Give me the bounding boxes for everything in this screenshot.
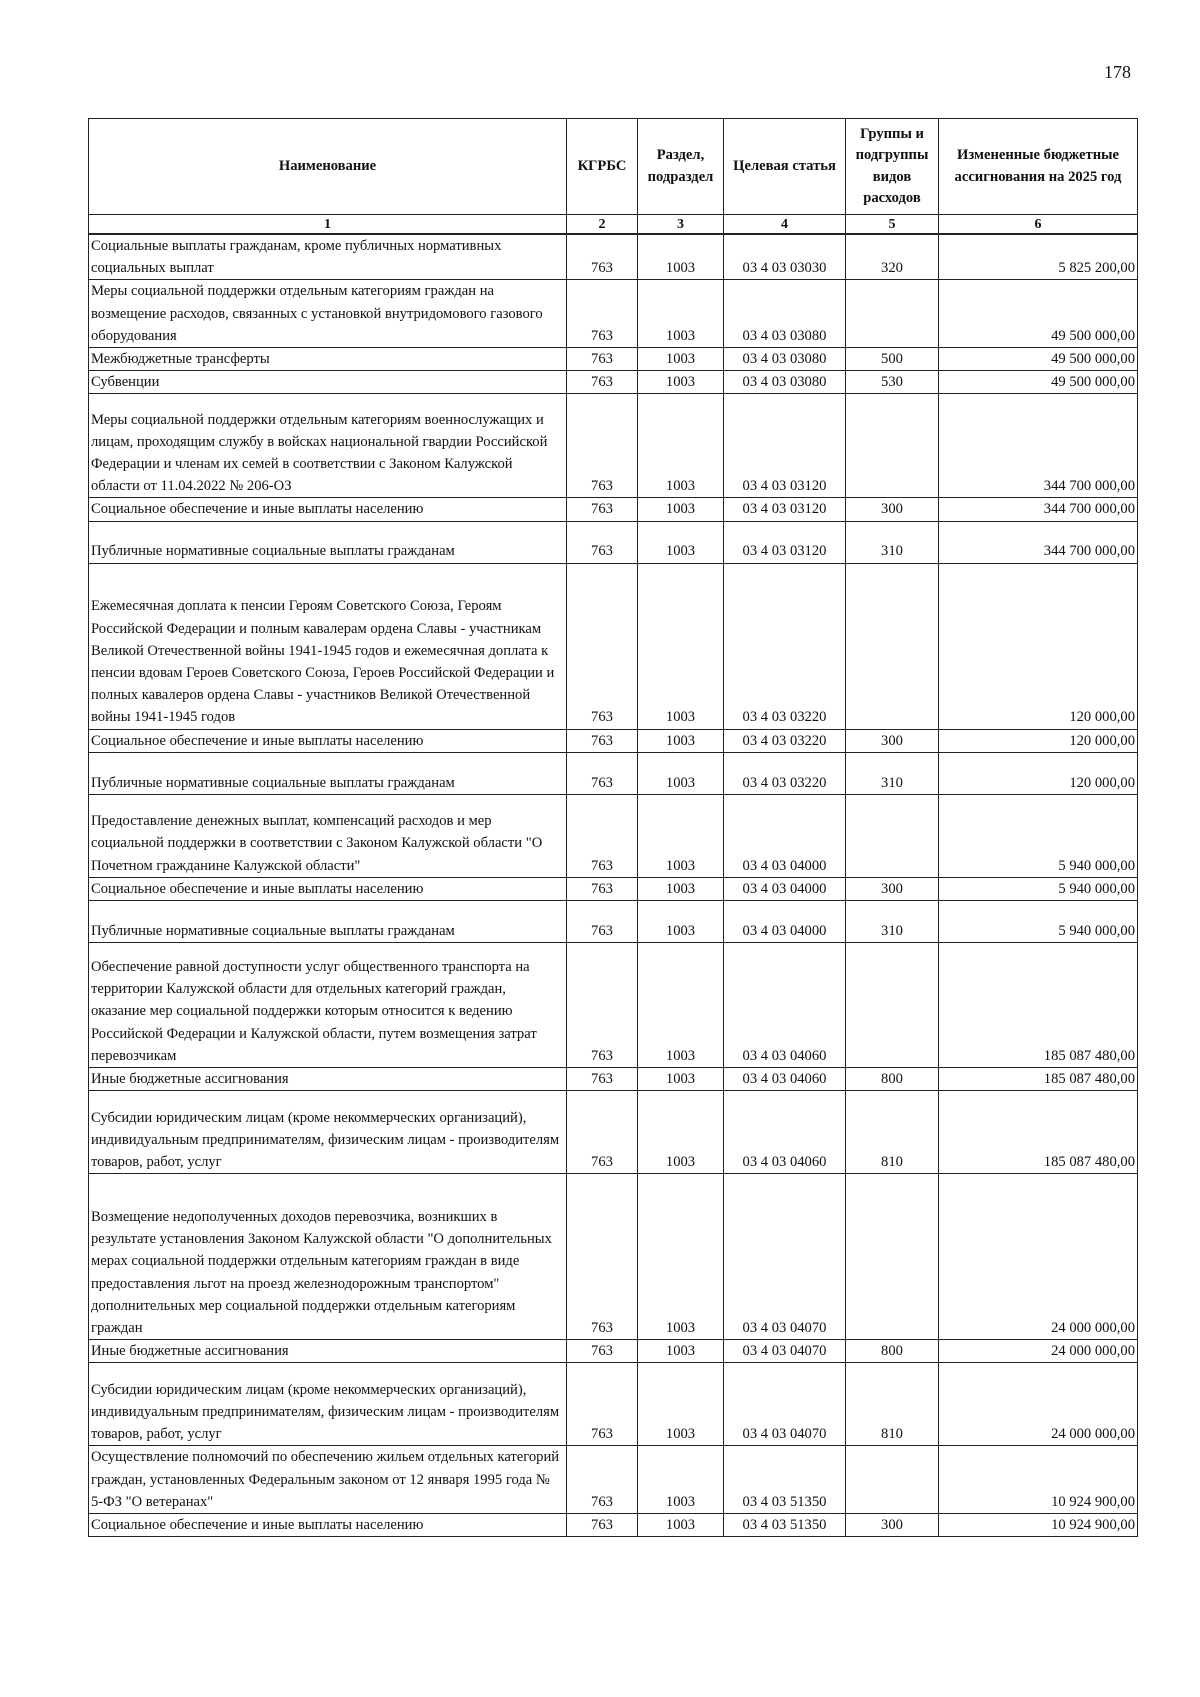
row-name: Публичные нормативные социальные выплаты гражданам: [89, 901, 567, 943]
row-kgrbs: 763: [567, 901, 638, 943]
row-summa: 120 000,00: [939, 729, 1138, 752]
row-celevaya: 03 4 03 03220: [724, 563, 846, 729]
row-razdel: 1003: [638, 1514, 724, 1537]
row-name: Социальное обеспечение и иные выплаты населению: [89, 729, 567, 752]
row-razdel: 1003: [638, 1340, 724, 1363]
row-celevaya: 03 4 03 04070: [724, 1174, 846, 1340]
row-gruppa: [846, 943, 939, 1068]
row-summa: 49 500 000,00: [939, 280, 1138, 348]
row-gruppa: [846, 563, 939, 729]
page-number: 178: [1104, 62, 1131, 82]
table-row: [89, 1091, 1138, 1174]
row-razdel: 1003: [638, 1446, 724, 1514]
row-name: Социальные выплаты гражданам, кроме публичных нормативных социальных выплат: [89, 234, 567, 280]
table-row: [89, 1363, 1138, 1446]
row-celevaya: 03 4 03 04060: [724, 1068, 846, 1091]
column-number: 2: [567, 215, 638, 235]
row-razdel: 1003: [638, 1091, 724, 1174]
row-kgrbs: 763: [567, 521, 638, 563]
row-gruppa: 530: [846, 371, 939, 394]
row-razdel: 1003: [638, 563, 724, 729]
row-name: Субвенции: [89, 371, 567, 394]
row-name: Публичные нормативные социальные выплаты гражданам: [89, 752, 567, 794]
row-kgrbs: 763: [567, 348, 638, 371]
table-row: [89, 1174, 1138, 1340]
row-kgrbs: 763: [567, 729, 638, 752]
row-name: Обеспечение равной доступности услуг общественного транспорта на территории Калужской области для отдельных категорий граждан, оказание мер социальной поддержки которым относится к ведению Российской Федерации и Калужской области, путем возмещения затрат перевозчикам: [89, 943, 567, 1068]
row-gruppa: 810: [846, 1091, 939, 1174]
row-gruppa: 810: [846, 1363, 939, 1446]
row-gruppa: [846, 1446, 939, 1514]
row-razdel: 1003: [638, 371, 724, 394]
row-summa: 120 000,00: [939, 563, 1138, 729]
row-kgrbs: 763: [567, 563, 638, 729]
table-body: [89, 234, 1138, 1537]
row-razdel: 1003: [638, 521, 724, 563]
table-row: [89, 943, 1138, 1068]
row-celevaya: 03 4 03 04070: [724, 1363, 846, 1446]
table-row: [89, 1340, 1138, 1363]
row-celevaya: 03 4 03 04060: [724, 943, 846, 1068]
row-gruppa: [846, 794, 939, 877]
row-name: Социальное обеспечение и иные выплаты населению: [89, 1514, 567, 1537]
table-header-row: [89, 119, 1138, 215]
row-kgrbs: 763: [567, 1446, 638, 1514]
row-summa: 5 940 000,00: [939, 877, 1138, 900]
header-name: Наименование: [89, 119, 567, 215]
column-number: 1: [89, 215, 567, 235]
table-row: [89, 234, 1138, 280]
column-number: 3: [638, 215, 724, 235]
row-summa: 24 000 000,00: [939, 1340, 1138, 1363]
row-gruppa: 310: [846, 521, 939, 563]
row-kgrbs: 763: [567, 877, 638, 900]
row-razdel: 1003: [638, 394, 724, 498]
row-summa: 185 087 480,00: [939, 1068, 1138, 1091]
row-summa: 344 700 000,00: [939, 521, 1138, 563]
row-kgrbs: 763: [567, 794, 638, 877]
table-row: [89, 1514, 1138, 1537]
row-summa: 185 087 480,00: [939, 943, 1138, 1068]
row-razdel: 1003: [638, 901, 724, 943]
row-kgrbs: 763: [567, 1514, 638, 1537]
row-razdel: 1003: [638, 1363, 724, 1446]
table-row: [89, 877, 1138, 900]
table-row: [89, 563, 1138, 729]
row-summa: 5 940 000,00: [939, 901, 1138, 943]
row-name: Предоставление денежных выплат, компенсаций расходов и мер социальной поддержки в соответствии с Законом Калужской области "О Почетном гражданине Калужской области": [89, 794, 567, 877]
row-razdel: 1003: [638, 1068, 724, 1091]
row-kgrbs: 763: [567, 1068, 638, 1091]
row-celevaya: 03 4 03 03220: [724, 729, 846, 752]
row-kgrbs: 763: [567, 371, 638, 394]
table-row: [89, 498, 1138, 521]
row-gruppa: 320: [846, 234, 939, 280]
row-summa: 49 500 000,00: [939, 348, 1138, 371]
row-celevaya: 03 4 03 03080: [724, 348, 846, 371]
row-summa: 344 700 000,00: [939, 394, 1138, 498]
row-celevaya: 03 4 03 04000: [724, 877, 846, 900]
row-razdel: 1003: [638, 794, 724, 877]
row-summa: 10 924 900,00: [939, 1446, 1138, 1514]
row-kgrbs: 763: [567, 1174, 638, 1340]
row-kgrbs: 763: [567, 752, 638, 794]
row-razdel: 1003: [638, 877, 724, 900]
table-row: [89, 1446, 1138, 1514]
table-row: [89, 729, 1138, 752]
header-kgrbs: КГРБС: [567, 119, 638, 215]
row-gruppa: 300: [846, 1514, 939, 1537]
row-razdel: 1003: [638, 234, 724, 280]
row-celevaya: 03 4 03 51350: [724, 1446, 846, 1514]
row-summa: 120 000,00: [939, 752, 1138, 794]
header-gruppy: Группы и подгруппы видов расходов: [846, 119, 939, 215]
row-gruppa: 310: [846, 752, 939, 794]
row-gruppa: 500: [846, 348, 939, 371]
row-summa: 185 087 480,00: [939, 1091, 1138, 1174]
row-name: Межбюджетные трансферты: [89, 348, 567, 371]
row-razdel: 1003: [638, 729, 724, 752]
row-name: Социальное обеспечение и иные выплаты населению: [89, 877, 567, 900]
table-row: [89, 348, 1138, 371]
row-celevaya: 03 4 03 03120: [724, 521, 846, 563]
row-razdel: 1003: [638, 943, 724, 1068]
row-name: Социальное обеспечение и иные выплаты населению: [89, 498, 567, 521]
row-summa: 24 000 000,00: [939, 1174, 1138, 1340]
row-celevaya: 03 4 03 04000: [724, 794, 846, 877]
row-celevaya: 03 4 03 04070: [724, 1340, 846, 1363]
header-summa: Измененные бюджетные ассигнования на 2025 год: [939, 119, 1138, 215]
row-gruppa: 300: [846, 498, 939, 521]
row-gruppa: [846, 394, 939, 498]
row-kgrbs: 763: [567, 1091, 638, 1174]
row-name: Иные бюджетные ассигнования: [89, 1068, 567, 1091]
budget-table: [88, 118, 1138, 1537]
row-kgrbs: 763: [567, 394, 638, 498]
row-celevaya: 03 4 03 03120: [724, 498, 846, 521]
row-razdel: 1003: [638, 752, 724, 794]
row-name: Субсидии юридическим лицам (кроме некоммерческих организаций), индивидуальным предпринимателям, физическим лицам - производителям товаров, работ, услуг: [89, 1363, 567, 1446]
row-gruppa: [846, 280, 939, 348]
row-gruppa: 800: [846, 1340, 939, 1363]
row-summa: 10 924 900,00: [939, 1514, 1138, 1537]
table-row: [89, 371, 1138, 394]
row-gruppa: [846, 1174, 939, 1340]
header-celevaya: Целевая статья: [724, 119, 846, 215]
row-celevaya: 03 4 03 04000: [724, 901, 846, 943]
row-celevaya: 03 4 03 03220: [724, 752, 846, 794]
row-celevaya: 03 4 03 03080: [724, 371, 846, 394]
table-row: [89, 394, 1138, 498]
table-row: [89, 794, 1138, 877]
row-summa: 5 940 000,00: [939, 794, 1138, 877]
table-row: [89, 280, 1138, 348]
row-kgrbs: 763: [567, 943, 638, 1068]
row-name: Иные бюджетные ассигнования: [89, 1340, 567, 1363]
row-name: Субсидии юридическим лицам (кроме некоммерческих организаций), индивидуальным предпринимателям, физическим лицам - производителям товаров, работ, услуг: [89, 1091, 567, 1174]
row-name: Публичные нормативные социальные выплаты гражданам: [89, 521, 567, 563]
row-kgrbs: 763: [567, 1340, 638, 1363]
row-summa: 24 000 000,00: [939, 1363, 1138, 1446]
column-number: 6: [939, 215, 1138, 235]
row-gruppa: 800: [846, 1068, 939, 1091]
row-summa: 344 700 000,00: [939, 498, 1138, 521]
row-razdel: 1003: [638, 280, 724, 348]
column-number: 4: [724, 215, 846, 235]
row-kgrbs: 763: [567, 280, 638, 348]
row-kgrbs: 763: [567, 498, 638, 521]
row-celevaya: 03 4 03 51350: [724, 1514, 846, 1537]
row-razdel: 1003: [638, 348, 724, 371]
row-summa: 5 825 200,00: [939, 234, 1138, 280]
row-celevaya: 03 4 03 03080: [724, 280, 846, 348]
row-kgrbs: 763: [567, 1363, 638, 1446]
row-name: Меры социальной поддержки отдельным категориям военнослужащих и лицам, проходящим службу в войсках национальной гвардии Российской Федерации и членам их семей в соответствии с Законом Калужской области от 11.04.2022 № 206-ОЗ: [89, 394, 567, 498]
row-gruppa: 310: [846, 901, 939, 943]
table-row: [89, 752, 1138, 794]
column-number-row: [89, 215, 1138, 235]
row-razdel: 1003: [638, 498, 724, 521]
header-razdel: Раздел, подраздел: [638, 119, 724, 215]
row-name: Меры социальной поддержки отдельным категориям граждан на возмещение расходов, связанных с установкой внутридомового газового оборудования: [89, 280, 567, 348]
table-row: [89, 1068, 1138, 1091]
row-summa: 49 500 000,00: [939, 371, 1138, 394]
row-kgrbs: 763: [567, 234, 638, 280]
row-celevaya: 03 4 03 03120: [724, 394, 846, 498]
row-celevaya: 03 4 03 04060: [724, 1091, 846, 1174]
column-number: 5: [846, 215, 939, 235]
row-name: Ежемесячная доплата к пенсии Героям Советского Союза, Героям Российской Федерации и полным кавалерам ордена Славы - участникам Великой Отечественной войны 1941-1945 годов и ежемесячная доплата к пенсии вдовам Героев Советского Союза, Героев Российской Федерации и полных кавалеров ордена Славы - участников Великой Отечественной войны 1941-1945 годов: [89, 563, 567, 729]
table-row: [89, 521, 1138, 563]
row-razdel: 1003: [638, 1174, 724, 1340]
row-name: Осуществление полномочий по обеспечению жильем отдельных категорий граждан, установленных Федеральным законом от 12 января 1995 года № 5-ФЗ "О ветеранах": [89, 1446, 567, 1514]
row-gruppa: 300: [846, 729, 939, 752]
row-name: Возмещение недополученных доходов перевозчика, возникших в результате установления Законом Калужской области "О дополнительных мерах социальной поддержки отдельным категориям граждан в виде предоставления льгот на проезд железнодорожным транспортом" дополнительных мер социальной поддержки отдельным категориям граждан: [89, 1174, 567, 1340]
row-gruppa: 300: [846, 877, 939, 900]
row-celevaya: 03 4 03 03030: [724, 234, 846, 280]
table-row: [89, 901, 1138, 943]
